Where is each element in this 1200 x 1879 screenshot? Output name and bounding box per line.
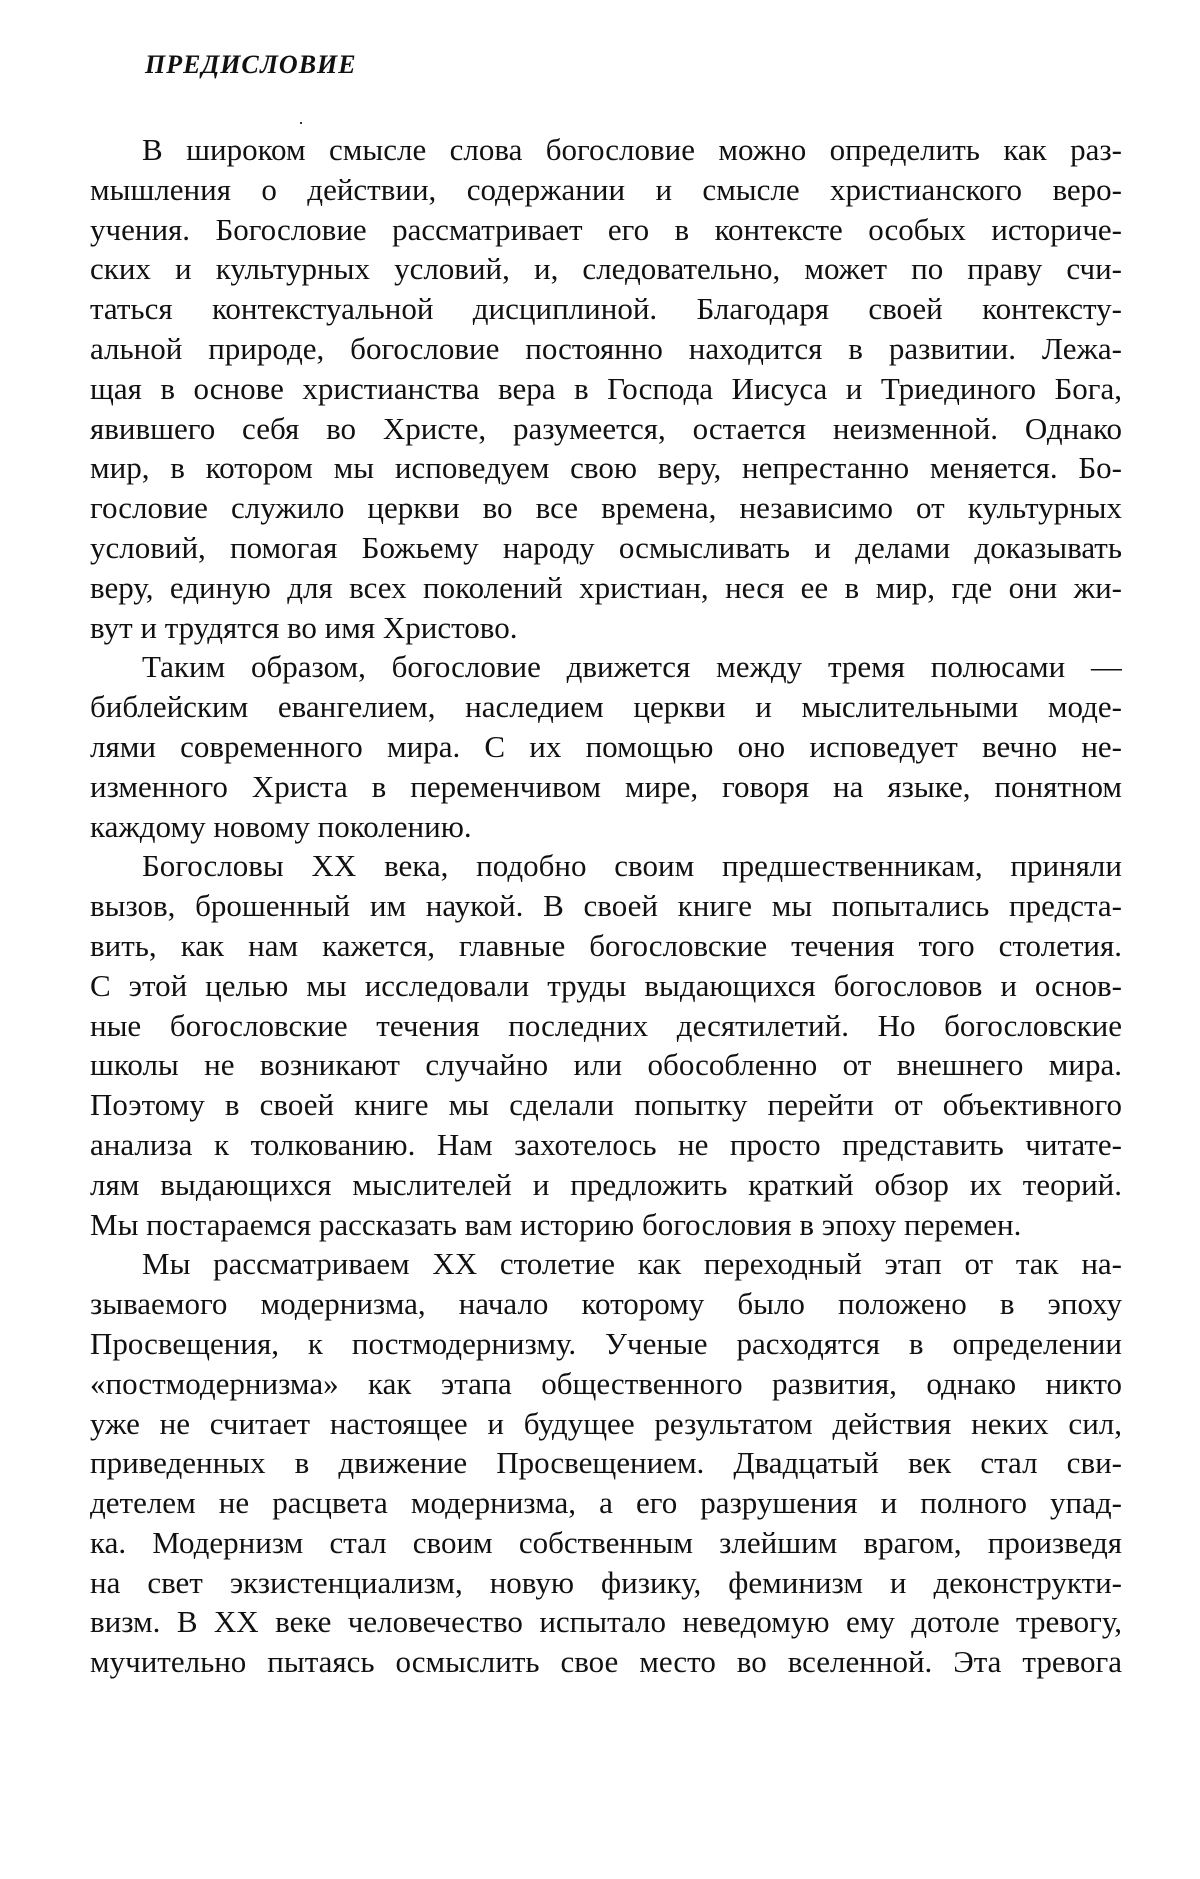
text-line: Просвещения, к постмодернизму. Ученые расходятся в определении	[90, 1325, 1122, 1361]
text-line: анализа к толкованию. Нам захотелось не просто представить читате-	[90, 1126, 1122, 1162]
text-line: мучительно пытаясь осмыслить свое место во вселенной. Эта тревога	[90, 1644, 1122, 1680]
text-line: Мы постараемся рассказать вам историю богословия в эпоху перемен.	[90, 1206, 1022, 1242]
text-line: учения. Богословие рассматривает его в контексте особых историче-	[90, 211, 1122, 247]
text-line: ка. Модернизм стал своим собственным злейшим врагом, произведя	[90, 1524, 1122, 1560]
text-line: «постмодернизма» как этапа общественного развития, однако никто	[90, 1365, 1122, 1401]
text-line: С этой целью мы исследовали труды выдающихся богословов и основ-	[90, 967, 1122, 1003]
text-line: уже не считает настоящее и будущее результатом действия неких сил,	[90, 1405, 1122, 1441]
text-line: Таким образом, богословие движется между тремя полюсами —	[142, 649, 1122, 685]
text-line: зываемого модернизма, начало которому было положено в эпоху	[90, 1286, 1122, 1322]
text-line: детелем не расцвета модернизма, а его разрушения и полного упад-	[90, 1485, 1122, 1521]
text-line: ные богословские течения последних десятилетий. Но богословские	[90, 1007, 1122, 1043]
text-line: условий, помогая Божьему народу осмысливать и делами доказывать	[90, 529, 1122, 565]
text-line: приведенных в движение Просвещением. Двадцатый век стал сви-	[90, 1445, 1122, 1481]
text-line: ских и культурных условий, и, следовательно, может по праву счи-	[90, 251, 1122, 287]
body-text	[90, 130, 1122, 1682]
page-heading: ПРЕДИСЛОВИЕ	[145, 50, 357, 79]
text-line: явившего себя во Христе, разумеется, остается неизменной. Однако	[90, 410, 1122, 446]
text-line: вить, как нам кажется, главные богословские течения того столетия.	[90, 927, 1122, 963]
text-line: В широком смысле слова богословие можно определить как раз-	[142, 132, 1122, 167]
print-speck	[300, 122, 302, 124]
text-line: мир, в котором мы исповедуем свою веру, непрестанно меняется. Бо-	[90, 450, 1122, 486]
text-line: лям выдающихся мыслителей и предложить краткий обзор их теорий.	[90, 1166, 1122, 1202]
text-line: веру, единую для всех поколений христиан, неся ее в мир, где они жи-	[90, 569, 1122, 605]
text-line: Мы рассматриваем XX столетие как переходный этап от так на-	[142, 1246, 1122, 1282]
text-line: мышления о действии, содержании и смысле христианского веро-	[90, 171, 1122, 207]
text-line: визм. В XX веке человечество испытало неведомую ему дотоле тревогу,	[90, 1604, 1122, 1640]
text-line: альной природе, богословие постоянно находится в развитии. Лежа-	[90, 330, 1122, 366]
text-line: таться контекстуальной дисциплиной. Благодаря своей контексту-	[90, 291, 1122, 327]
text-line: гословие служило церкви во все времена, независимо от культурных	[90, 490, 1122, 526]
text-line: на свет экзистенциализм, новую физику, феминизм и деконструкти-	[90, 1564, 1122, 1600]
text-line: Поэтому в своей книге мы сделали попытку перейти от объективного	[90, 1087, 1122, 1123]
text-line: библейским евангелием, наследием церкви и мыслительными моде-	[90, 689, 1122, 725]
text-line: щая в основе христианства вера в Господа Иисуса и Триединого Бога,	[90, 370, 1122, 406]
text-line: изменного Христа в переменчивом мире, говоря на языке, понятном	[90, 768, 1122, 804]
text-line: лями современного мира. С их помощью оно исповедует вечно не-	[90, 728, 1122, 764]
text-line: вут и трудятся во имя Христово.	[90, 609, 518, 645]
text-line: школы не возникают случайно или обособленно от внешнего мира.	[90, 1047, 1122, 1083]
text-line: каждому новому поколению.	[90, 808, 472, 844]
text-line: Богословы XX века, подобно своим предшественникам, приняли	[142, 848, 1122, 884]
text-line: вызов, брошенный им наукой. В своей книге мы попытались предста-	[90, 888, 1122, 924]
